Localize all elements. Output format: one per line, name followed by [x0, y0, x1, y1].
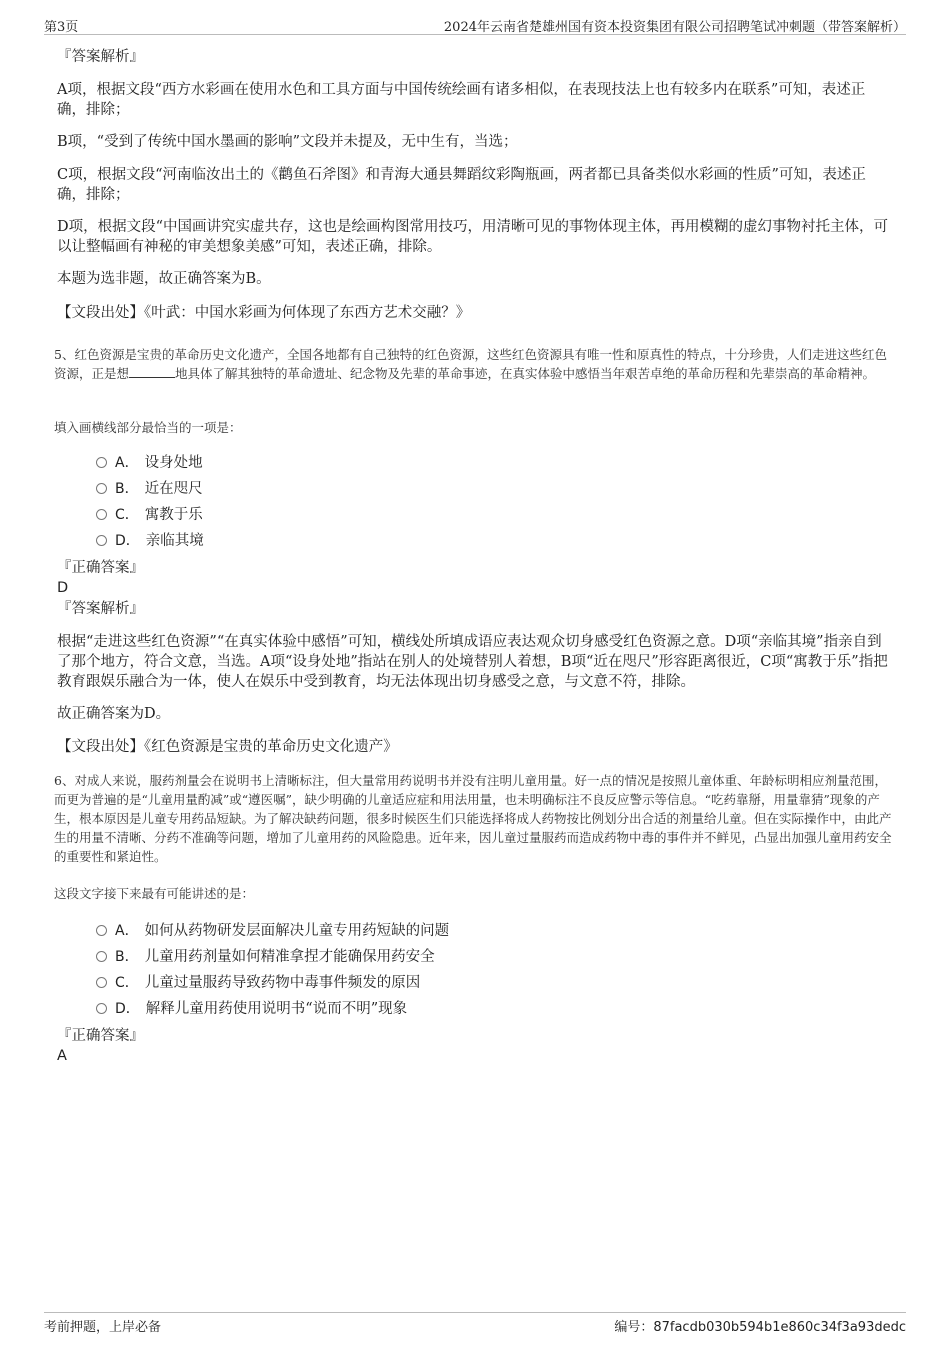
q4-conclusion: 本题为选非题，故正确答案为B。	[57, 271, 271, 287]
q5-prompt: 填入画横线部分最恰当的一项是：	[54, 420, 242, 435]
q6-option-a[interactable]: A． 如何从药物研发层面解决儿童专用药短缺的问题	[96, 921, 449, 941]
q6-option-c[interactable]: C． 儿童过量服药导致药物中毒事件频发的原因	[96, 973, 420, 993]
q5-answer-label: 『正确答案』	[57, 560, 144, 576]
q6-prompt: 这段文字接下来最有可能讲述的是：	[54, 886, 255, 901]
q5-stem: 5、红色资源是宝贵的革命历史文化遗产，全国各地都有自己独特的红色资源，这些红色资源具有唯一性和原真性的特点，十分珍贵，人们走进这些红色资源，正是想 地具体了解其独特的革命遗址、纪念物及先辈的革命事迹，在真实体验中感悟当年艰苦卓绝的革命历程和先辈崇高的革命精神。	[54, 347, 887, 381]
radio-icon[interactable]	[96, 977, 107, 988]
q5-option-a[interactable]: A． 设身处地	[96, 453, 203, 473]
q6-stem: 6、对成人来说，服药剂量会在说明书上清晰标注，但大量常用药说明书并没有注明儿童用量。好一点的情况是按照儿童体重、年龄标明相应剂量范围，而更为普遍的是“儿童用量酌减”或“遵医嘱”，缺少明确的儿童适应症和用法用量，也未明确标注不良反应警示等信息。“吃药靠掰，用量靠猜”现象的产生，根本原因是儿童专用药品短缺。为了解决缺药问题，很多时候医生们只能选择将成人药物按比例划分出合适的剂量给儿童。但在实际操作中，由此产生的用量不清晰、分药不准确等问题，增加了儿童用药的风险隐患。近年来，因儿童过量服药而造成药物中毒的事件并不鲜见，凸显出加强儿童用药安全的重要性和紧迫性。	[54, 773, 892, 864]
q4-source: 【文段出处】《叶武：中国水彩画为何体现了东西方艺术交融？》	[57, 305, 471, 321]
radio-icon[interactable]	[96, 925, 107, 936]
q5-option-b[interactable]: B． 近在咫尺	[96, 479, 203, 499]
radio-icon[interactable]	[96, 457, 107, 468]
radio-icon[interactable]	[96, 483, 107, 494]
q5-option-d[interactable]: D． 亲临其境	[96, 531, 204, 551]
radio-icon[interactable]	[96, 509, 107, 520]
q4-analysis-d: D项，根据文段“中国画讲究实虚共存，这也是绘画构图常用技巧，用清晰可见的事物体现主体，再用模糊的虚幻事物衬托主体，可以让整幅画有神秘的审美想象美感”可知，表述正确，排除。	[57, 219, 889, 255]
page-header	[44, 14, 906, 35]
q5-analysis-label: 『答案解析』	[57, 601, 144, 617]
q6-answer: A	[57, 1048, 67, 1064]
radio-icon[interactable]	[96, 535, 107, 546]
radio-icon[interactable]	[96, 1003, 107, 1014]
document-code: 编号：87facdb030b594b1e860c34f3a93dedc	[614, 1320, 906, 1335]
q5-analysis: 根据“走进这些红色资源”“在真实体验中感悟”可知，横线处所填成语应表达观众切身感受红色资源之意。D项“亲临其境”指亲自到了那个地方，符合文意，当选。A项“设身处地”指站在别人的处境替别人着想，B项“近在咫尺”形容距离很近，C项“寓教于乐”指把教育跟娱乐融合为一体，使人在娱乐中受到教育，均无法体现出切身感受之意，与文意不符，排除。	[57, 634, 888, 690]
fill-blank	[129, 366, 175, 378]
q6-answer-label: 『正确答案』	[57, 1028, 144, 1044]
radio-icon[interactable]	[96, 951, 107, 962]
document-title: 2024年云南省楚雄州国有资本投资集团有限公司招聘笔试冲刺题（带答案解析）	[443, 20, 906, 35]
q5-answer: D	[57, 580, 69, 596]
q4-analysis-a: A项，根据文段“西方水彩画在使用水色和工具方面与中国传统绘画有诸多相似，在表现技法上也有较多内在联系”可知，表述正确，排除；	[57, 82, 866, 118]
q4-analysis-c: C项，根据文段“河南临汝出土的《鹳鱼石斧图》和青海大通县舞蹈纹彩陶瓶画，两者都已具备类似水彩画的性质”可知，表述正确，排除；	[57, 167, 866, 203]
q4-analysis-label: 『答案解析』	[57, 49, 144, 65]
q5-source: 【文段出处】《红色资源是宝贵的革命历史文化遗产》	[57, 739, 398, 755]
q4-analysis-b: B项，“受到了传统中国水墨画的影响”文段并未提及，无中生有，当选；	[57, 134, 518, 150]
footer-slogan: 考前押题，上岸必备	[44, 1320, 162, 1335]
page-footer	[44, 1312, 906, 1335]
q6-option-d[interactable]: D． 解释儿童用药使用说明书“说而不明”现象	[96, 999, 407, 1019]
page-number: 第3页	[44, 20, 79, 35]
q5-conclusion: 故正确答案为D。	[57, 706, 171, 722]
q5-option-c[interactable]: C． 寓教于乐	[96, 505, 203, 525]
q6-option-b[interactable]: B． 儿童用药剂量如何精准拿捏才能确保用药安全	[96, 947, 435, 967]
